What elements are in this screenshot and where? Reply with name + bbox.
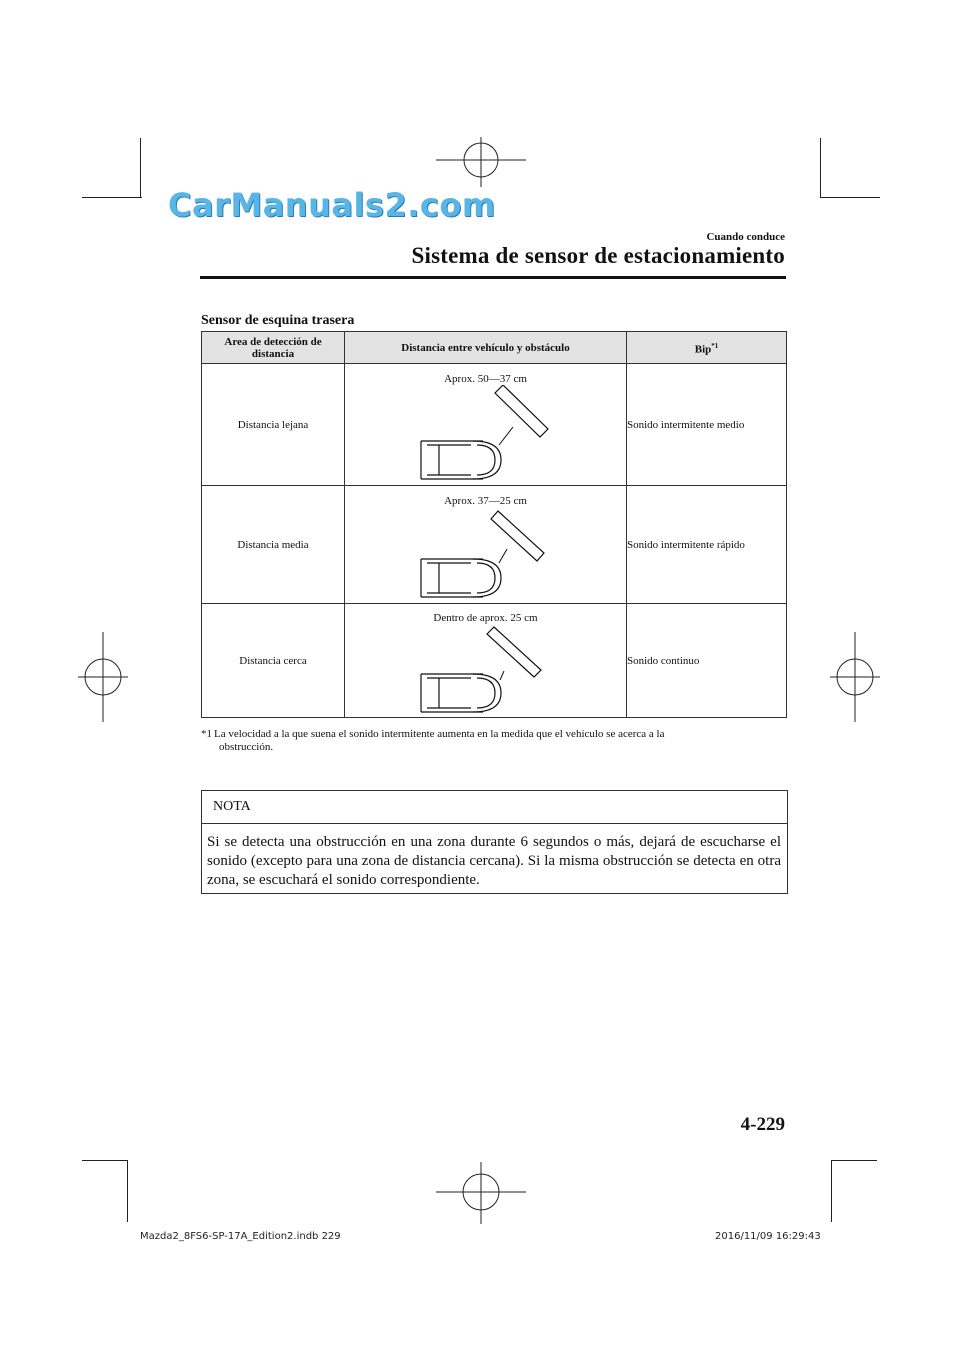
print-slug-date: 2016/11/09 16:29:43 [715, 1231, 821, 1242]
table-row [202, 364, 787, 486]
beep-cell: Sonido intermitente medio [627, 364, 787, 486]
note-body: Si se detecta una obstrucción en una zona durante 6 segundos o más, dejará de escucharse el sonido (excepto para una zona de distancia cercana). Si la misma obstrucción se detecta en otra zona, se escuchará el sonido correspondiente. [207, 834, 781, 888]
table-header-row [202, 332, 787, 364]
section-label: Cuando conduce [706, 231, 785, 243]
header-beep-footnote-mark: *1 [711, 341, 719, 350]
footnote-mark: *1 [201, 728, 212, 740]
area-cell: Distancia lejana [202, 364, 345, 486]
distance-cell [345, 486, 627, 604]
title-rule [200, 276, 786, 279]
registration-mark-icon [436, 137, 526, 187]
registration-mark-icon [830, 632, 880, 722]
area-cell: Distancia media [202, 486, 345, 604]
footnote-text: La velocidad a la que suena el sonido intermitente aumenta en la medida que el vehículo se acerca a la [214, 728, 665, 740]
print-slug-file: Mazda2_8FS6-SP-17A_Edition2.indb 229 [140, 1231, 341, 1242]
beep-cell: Sonido continuo [627, 604, 787, 718]
distance-cell [345, 604, 627, 718]
note-box [201, 790, 788, 894]
footnote-text-continued: obstrucción. [219, 741, 274, 753]
header-distance: Distancia entre vehículo y obstáculo [345, 332, 627, 364]
header-beep [627, 332, 787, 364]
table-row [202, 604, 787, 718]
footnote [201, 728, 761, 754]
sensor-table [201, 331, 787, 718]
page-number: 4-229 [740, 1114, 785, 1135]
distance-cell [345, 364, 627, 486]
registration-mark-icon [436, 1162, 526, 1224]
note-title: NOTA [202, 791, 787, 824]
subheading: Sensor de esquina trasera [201, 313, 355, 328]
rear-corner-near-diagram [411, 624, 561, 714]
registration-mark-icon [78, 632, 128, 722]
distance-range: Aprox. 37—25 cm [444, 495, 527, 507]
distance-range: Dentro de aprox. 25 cm [433, 612, 538, 624]
header-area: Area de detección de distancia [202, 332, 345, 364]
rear-corner-far-diagram [411, 385, 561, 481]
watermark-logo: CarManuals2.com [168, 186, 496, 224]
header-beep-label: Bip [694, 343, 712, 356]
distance-range: Aprox. 50—37 cm [444, 373, 527, 385]
page-title: Sistema de sensor de estacionamiento [411, 243, 785, 268]
beep-cell: Sonido intermitente rápido [627, 486, 787, 604]
rear-corner-medium-diagram [411, 507, 561, 599]
area-cell: Distancia cerca [202, 604, 345, 718]
table-row [202, 486, 787, 604]
